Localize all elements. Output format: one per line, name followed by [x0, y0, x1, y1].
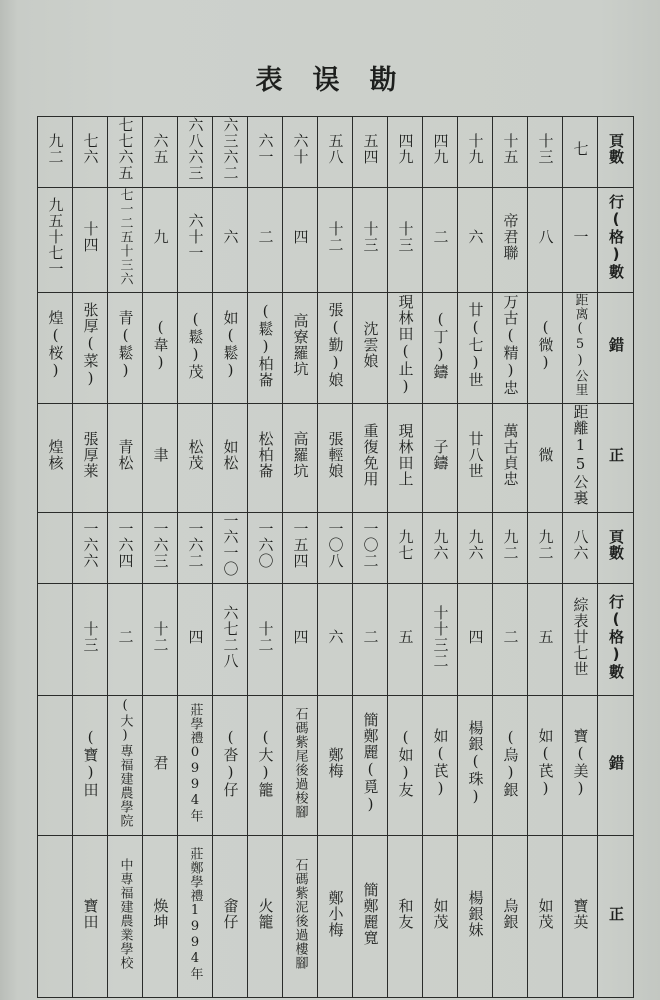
- cell-text: 十三: [396, 221, 415, 253]
- cell-top-line: [563, 188, 598, 293]
- cell-text: 綜表廿七世: [571, 596, 590, 677]
- cell-text: 煌(桜): [46, 310, 65, 380]
- cell-text: 十十三二: [431, 604, 450, 669]
- cell-bottom-right: [283, 836, 318, 998]
- header-wrong: [598, 293, 634, 404]
- header-wrong: [598, 696, 634, 836]
- cell-top-line: [423, 188, 458, 293]
- cell-text: 寶(美): [571, 727, 590, 798]
- cell-bottom-right: [318, 836, 353, 998]
- cell-top-page: [108, 117, 143, 188]
- cell-bottom-page: [248, 513, 283, 584]
- bottom-wrong-row: [38, 696, 634, 836]
- cell-text: 廿八世: [466, 431, 485, 479]
- cell-bottom-line: [248, 584, 283, 696]
- cell-text: 万古(精)忠: [501, 294, 520, 396]
- cell-top-page: [178, 117, 213, 188]
- cell-bottom-page: [178, 513, 213, 584]
- cell-text: 九二: [46, 133, 65, 165]
- cell-top-right: [143, 404, 178, 513]
- cell-text: 二: [501, 628, 520, 645]
- cell-bottom-wrong: [458, 696, 493, 836]
- header-page: [598, 117, 634, 188]
- cell-top-line: [73, 188, 108, 293]
- cell-text: 如茂: [431, 897, 450, 930]
- cell-top-line: [458, 188, 493, 293]
- cell-text: 帝君聯: [501, 213, 520, 261]
- cell-text: 七七六五: [116, 117, 135, 181]
- header-line: [598, 584, 634, 696]
- cell-bottom-line: [458, 584, 493, 696]
- cell-bottom-line: [318, 584, 353, 696]
- cell-bottom-page: [388, 513, 423, 584]
- cell-bottom-wrong: [563, 696, 598, 836]
- cell-text: 畬仔: [221, 897, 240, 930]
- cell-text: 一六四: [116, 521, 135, 569]
- cell-bottom-page: [73, 513, 108, 584]
- cell-text: 六八六三: [186, 117, 205, 181]
- cell-top-line: [528, 188, 563, 293]
- cell-top-right: [388, 404, 423, 513]
- header-line: [598, 188, 634, 293]
- cell-text: 九七: [396, 529, 415, 561]
- cell-text: 二: [256, 229, 275, 245]
- cell-bottom-right: [178, 836, 213, 998]
- cell-top-right: [213, 404, 248, 513]
- header-label: 正: [607, 905, 625, 922]
- cell-top-wrong: [423, 293, 458, 404]
- cell-bottom-line: [178, 584, 213, 696]
- cell-text: 中專福建農業學校: [117, 857, 133, 970]
- cell-bottom-page: [143, 513, 178, 584]
- cell-text: 萬古貞忠: [501, 423, 520, 487]
- cell-text: 張(勤)娘: [326, 302, 345, 388]
- cell-text: 如茂: [536, 897, 555, 930]
- cell-top-right: [38, 404, 73, 513]
- cell-text: 簡鄭麗寬: [361, 881, 380, 946]
- cell-text: 寶田: [81, 897, 100, 930]
- cell-text: 現林田上: [396, 423, 415, 487]
- cell-bottom-page: [528, 513, 563, 584]
- cell-top-wrong: [283, 293, 318, 404]
- cell-top-line: [388, 188, 423, 293]
- cell-text: 张厚(菜): [81, 302, 100, 388]
- cell-text: 六: [326, 628, 345, 645]
- cell-text: 張厚莱: [81, 431, 100, 479]
- cell-top-right: [178, 404, 213, 513]
- cell-bottom-page: [283, 513, 318, 584]
- cell-text: 一六三: [151, 521, 170, 569]
- header-label: 錯: [607, 337, 625, 353]
- cell-bottom-wrong: [353, 696, 388, 836]
- cell-text: 鄭梅: [326, 746, 345, 779]
- cell-text: 君: [151, 754, 170, 771]
- cell-bottom-right: [73, 836, 108, 998]
- page-title: 表误勘: [255, 65, 427, 96]
- cell-top-page: [143, 117, 178, 188]
- cell-bottom-right: [388, 836, 423, 998]
- header-label: 錯: [607, 754, 625, 771]
- cell-top-right: [283, 404, 318, 513]
- cell-text: 一〇二: [361, 521, 380, 569]
- cell-top-wrong: [563, 293, 598, 404]
- cell-top-wrong: [353, 293, 388, 404]
- cell-top-wrong: [178, 293, 213, 404]
- cell-bottom-line: [528, 584, 563, 696]
- cell-top-page: [458, 117, 493, 188]
- cell-text: (丁)鑄: [431, 310, 450, 380]
- cell-top-page: [388, 117, 423, 188]
- cell-text: 六十: [291, 133, 310, 165]
- cell-text: 火籠: [256, 897, 275, 930]
- cell-text: 七一二五十三六: [117, 188, 133, 286]
- cell-text: 十三: [536, 133, 555, 165]
- cell-text: 一五四: [291, 521, 310, 569]
- cell-bottom-line: [283, 584, 318, 696]
- cell-bottom-wrong: [143, 696, 178, 836]
- cell-text: 距离(5)公里: [572, 293, 588, 397]
- cell-bottom-right: [423, 836, 458, 998]
- cell-bottom-wrong: [388, 696, 423, 836]
- cell-bottom-line: [38, 584, 73, 696]
- cell-top-line: [248, 188, 283, 293]
- cell-text: 十二: [151, 620, 170, 653]
- top-right-row: [38, 404, 634, 513]
- cell-text: (沓)仔: [221, 727, 240, 798]
- cell-bottom-page: [318, 513, 353, 584]
- cell-text: 聿: [151, 447, 170, 463]
- cell-text: 青松: [116, 439, 135, 471]
- cell-text: 十三: [81, 620, 100, 653]
- cell-text: 十三: [361, 221, 380, 253]
- cell-text: 簡鄭麗(覓): [361, 711, 380, 814]
- cell-top-right: [423, 404, 458, 513]
- cell-text: 五: [396, 628, 415, 645]
- cell-text: 十四: [81, 221, 100, 253]
- cell-top-right: [458, 404, 493, 513]
- cell-text: 四: [466, 628, 485, 645]
- cell-text: 六五: [151, 133, 170, 165]
- cell-bottom-page: [423, 513, 458, 584]
- cell-text: 九六: [431, 529, 450, 561]
- cell-top-right: [353, 404, 388, 513]
- cell-top-right: [248, 404, 283, 513]
- cell-top-line: [318, 188, 353, 293]
- cell-text: 石碼紫泥後過樓腳: [292, 857, 308, 970]
- cell-text: 松柏崙: [256, 431, 275, 479]
- cell-text: 四九: [431, 133, 450, 165]
- cell-text: 寶英: [571, 897, 590, 930]
- cell-text: 鄭小梅: [326, 889, 345, 938]
- cell-top-page: [563, 117, 598, 188]
- cell-text: 六七二八: [221, 604, 240, 669]
- cell-bottom-wrong: [528, 696, 563, 836]
- cell-text: 和友: [396, 897, 415, 930]
- cell-top-page: [423, 117, 458, 188]
- cell-top-wrong: [388, 293, 423, 404]
- cell-bottom-line: [423, 584, 458, 696]
- cell-bottom-page: [493, 513, 528, 584]
- cell-text: 如(芪): [431, 727, 450, 798]
- cell-text: (如)友: [396, 727, 415, 798]
- cell-bottom-right: [353, 836, 388, 998]
- cell-text: 八: [536, 229, 555, 245]
- cell-text: 四: [291, 229, 310, 245]
- cell-text: 一〇八: [326, 521, 345, 569]
- cell-text: 松茂: [186, 439, 205, 471]
- cell-text: (鬆)柏崙: [256, 302, 275, 388]
- cell-text: 五: [536, 628, 555, 645]
- cell-top-page: [528, 117, 563, 188]
- cell-text: 七六: [81, 133, 100, 165]
- cell-text: 楊銀(珠): [466, 719, 485, 806]
- cell-text: 六一: [256, 133, 275, 165]
- cell-bottom-page: [563, 513, 598, 584]
- cell-bottom-right: [213, 836, 248, 998]
- cell-text: 距離15公裏: [571, 404, 590, 506]
- cell-top-page: [73, 117, 108, 188]
- cell-text: 如(芪): [536, 727, 555, 798]
- cell-text: 九二: [501, 529, 520, 561]
- cell-bottom-page: [38, 513, 73, 584]
- cell-top-wrong: [528, 293, 563, 404]
- cell-top-right: [108, 404, 143, 513]
- cell-top-page: [38, 117, 73, 188]
- cell-text: 十九: [466, 133, 485, 165]
- header-label: 行(格)數: [607, 593, 625, 680]
- cell-text: 一六〇: [256, 521, 275, 569]
- header-right: [598, 404, 634, 513]
- cell-top-wrong: [248, 293, 283, 404]
- cell-bottom-wrong: [283, 696, 318, 836]
- cell-bottom-right: [563, 836, 598, 998]
- top-wrong-row: [38, 293, 634, 404]
- cell-text: 楊銀妹: [466, 889, 485, 938]
- cell-bottom-right: [528, 836, 563, 998]
- cell-text: 七: [571, 141, 590, 157]
- cell-top-page: [248, 117, 283, 188]
- cell-text: (寶)田: [81, 727, 100, 798]
- cell-top-line: [283, 188, 318, 293]
- cell-top-line: [143, 188, 178, 293]
- cell-text: 莊學禮0994年: [187, 702, 203, 823]
- cell-text: 六三六二: [221, 117, 240, 181]
- cell-text: 六十一: [186, 213, 205, 261]
- cell-top-wrong: [38, 293, 73, 404]
- cell-bottom-page: [108, 513, 143, 584]
- cell-text: 石碼紫尾後過梭腳: [292, 706, 308, 819]
- cell-bottom-right: [143, 836, 178, 998]
- cell-text: 九: [151, 229, 170, 245]
- cell-text: 張輕娘: [326, 431, 345, 479]
- cell-bottom-wrong: [73, 696, 108, 836]
- cell-bottom-page: [353, 513, 388, 584]
- cell-bottom-line: [108, 584, 143, 696]
- cell-text: 十五: [501, 133, 520, 165]
- cell-text: 重復免用: [361, 423, 380, 487]
- cell-bottom-page: [213, 513, 248, 584]
- cell-text: 十二: [256, 620, 275, 653]
- cell-text: (韋): [151, 318, 170, 372]
- cell-text: 一六二: [186, 521, 205, 569]
- cell-top-wrong: [73, 293, 108, 404]
- cell-text: 四九: [396, 133, 415, 165]
- cell-top-right: [318, 404, 353, 513]
- cell-text: 高羅坑: [291, 431, 310, 479]
- cell-top-wrong: [493, 293, 528, 404]
- cell-text: 一六一〇: [221, 513, 240, 577]
- cell-bottom-line: [493, 584, 528, 696]
- cell-bottom-wrong: [248, 696, 283, 836]
- cell-bottom-line: [73, 584, 108, 696]
- cell-bottom-line: [213, 584, 248, 696]
- cell-bottom-right: [493, 836, 528, 998]
- cell-text: 子鑄: [431, 439, 450, 471]
- cell-top-right: [528, 404, 563, 513]
- cell-top-page: [283, 117, 318, 188]
- cell-top-wrong: [143, 293, 178, 404]
- bottom-page-row: [38, 513, 634, 584]
- cell-top-page: [353, 117, 388, 188]
- cell-top-page: [493, 117, 528, 188]
- bottom-right-row: [38, 836, 634, 998]
- cell-top-wrong: [318, 293, 353, 404]
- top-page-row: [38, 117, 634, 188]
- header-label: 正: [607, 447, 625, 463]
- cell-text: 廿(七)世: [466, 302, 485, 388]
- cell-text: 六: [221, 229, 240, 245]
- cell-top-line: [38, 188, 73, 293]
- cell-text: 一六六: [81, 521, 100, 569]
- bottom-line-row: [38, 584, 634, 696]
- header-label: 頁數: [607, 529, 625, 561]
- cell-text: 九五十七一: [46, 197, 65, 277]
- cell-text: 莊鄭學禮1994年: [187, 846, 203, 981]
- cell-bottom-right: [458, 836, 493, 998]
- cell-text: 焕坤: [151, 897, 170, 930]
- cell-top-line: [493, 188, 528, 293]
- cell-bottom-wrong: [318, 696, 353, 836]
- cell-bottom-line: [563, 584, 598, 696]
- cell-bottom-wrong: [38, 696, 73, 836]
- cell-text: (鬆)茂: [186, 310, 205, 380]
- cell-text: 煌核: [46, 439, 65, 471]
- cell-text: 微: [536, 447, 555, 463]
- cell-text: 現林田(止): [396, 294, 415, 396]
- cell-bottom-wrong: [423, 696, 458, 836]
- cell-top-line: [213, 188, 248, 293]
- header-page: [598, 513, 634, 584]
- top-line-row: [38, 188, 634, 293]
- cell-text: 八六: [571, 529, 590, 561]
- cell-text: 四: [291, 628, 310, 645]
- cell-bottom-right: [38, 836, 73, 998]
- cell-text: (大)籠: [256, 727, 275, 798]
- cell-bottom-wrong: [213, 696, 248, 836]
- cell-top-line: [178, 188, 213, 293]
- cell-text: 如(鬆): [221, 310, 240, 380]
- cell-text: 五四: [361, 133, 380, 165]
- header-label: 行(格)數: [607, 194, 625, 280]
- cell-text: 十二: [326, 221, 345, 253]
- cell-bottom-wrong: [108, 696, 143, 836]
- cell-text: 高寮羅坑: [291, 313, 310, 377]
- cell-top-wrong: [108, 293, 143, 404]
- cell-top-line: [353, 188, 388, 293]
- cell-bottom-line: [353, 584, 388, 696]
- cell-bottom-line: [388, 584, 423, 696]
- cell-text: 一: [571, 229, 590, 245]
- cell-text: (烏)銀: [501, 727, 520, 798]
- cell-top-page: [318, 117, 353, 188]
- errata-table: [37, 116, 634, 998]
- cell-top-page: [213, 117, 248, 188]
- cell-text: 青(鬆): [116, 310, 135, 380]
- cell-top-right: [493, 404, 528, 513]
- cell-bottom-right: [248, 836, 283, 998]
- cell-text: 六: [466, 229, 485, 245]
- cell-top-line: [108, 188, 143, 293]
- cell-text: 二: [361, 628, 380, 645]
- cell-text: 九六: [466, 529, 485, 561]
- cell-top-wrong: [213, 293, 248, 404]
- cell-bottom-right: [108, 836, 143, 998]
- cell-top-right: [563, 404, 598, 513]
- cell-text: 二: [431, 229, 450, 245]
- cell-bottom-wrong: [178, 696, 213, 836]
- cell-text: 五八: [326, 133, 345, 165]
- cell-text: 九二: [536, 529, 555, 561]
- header-label: 頁數: [607, 133, 625, 165]
- header-right: [598, 836, 634, 998]
- cell-text: 四: [186, 628, 205, 645]
- cell-bottom-page: [458, 513, 493, 584]
- cell-text: 二: [116, 628, 135, 645]
- cell-text: 如松: [221, 439, 240, 471]
- cell-text: 烏銀: [501, 897, 520, 930]
- cell-text: (微): [536, 318, 555, 372]
- cell-top-right: [73, 404, 108, 513]
- cell-text: (大)專福建農學院: [117, 697, 133, 828]
- cell-text: 沈雲娘: [361, 321, 380, 369]
- cell-bottom-line: [143, 584, 178, 696]
- cell-bottom-wrong: [493, 696, 528, 836]
- cell-top-wrong: [458, 293, 493, 404]
